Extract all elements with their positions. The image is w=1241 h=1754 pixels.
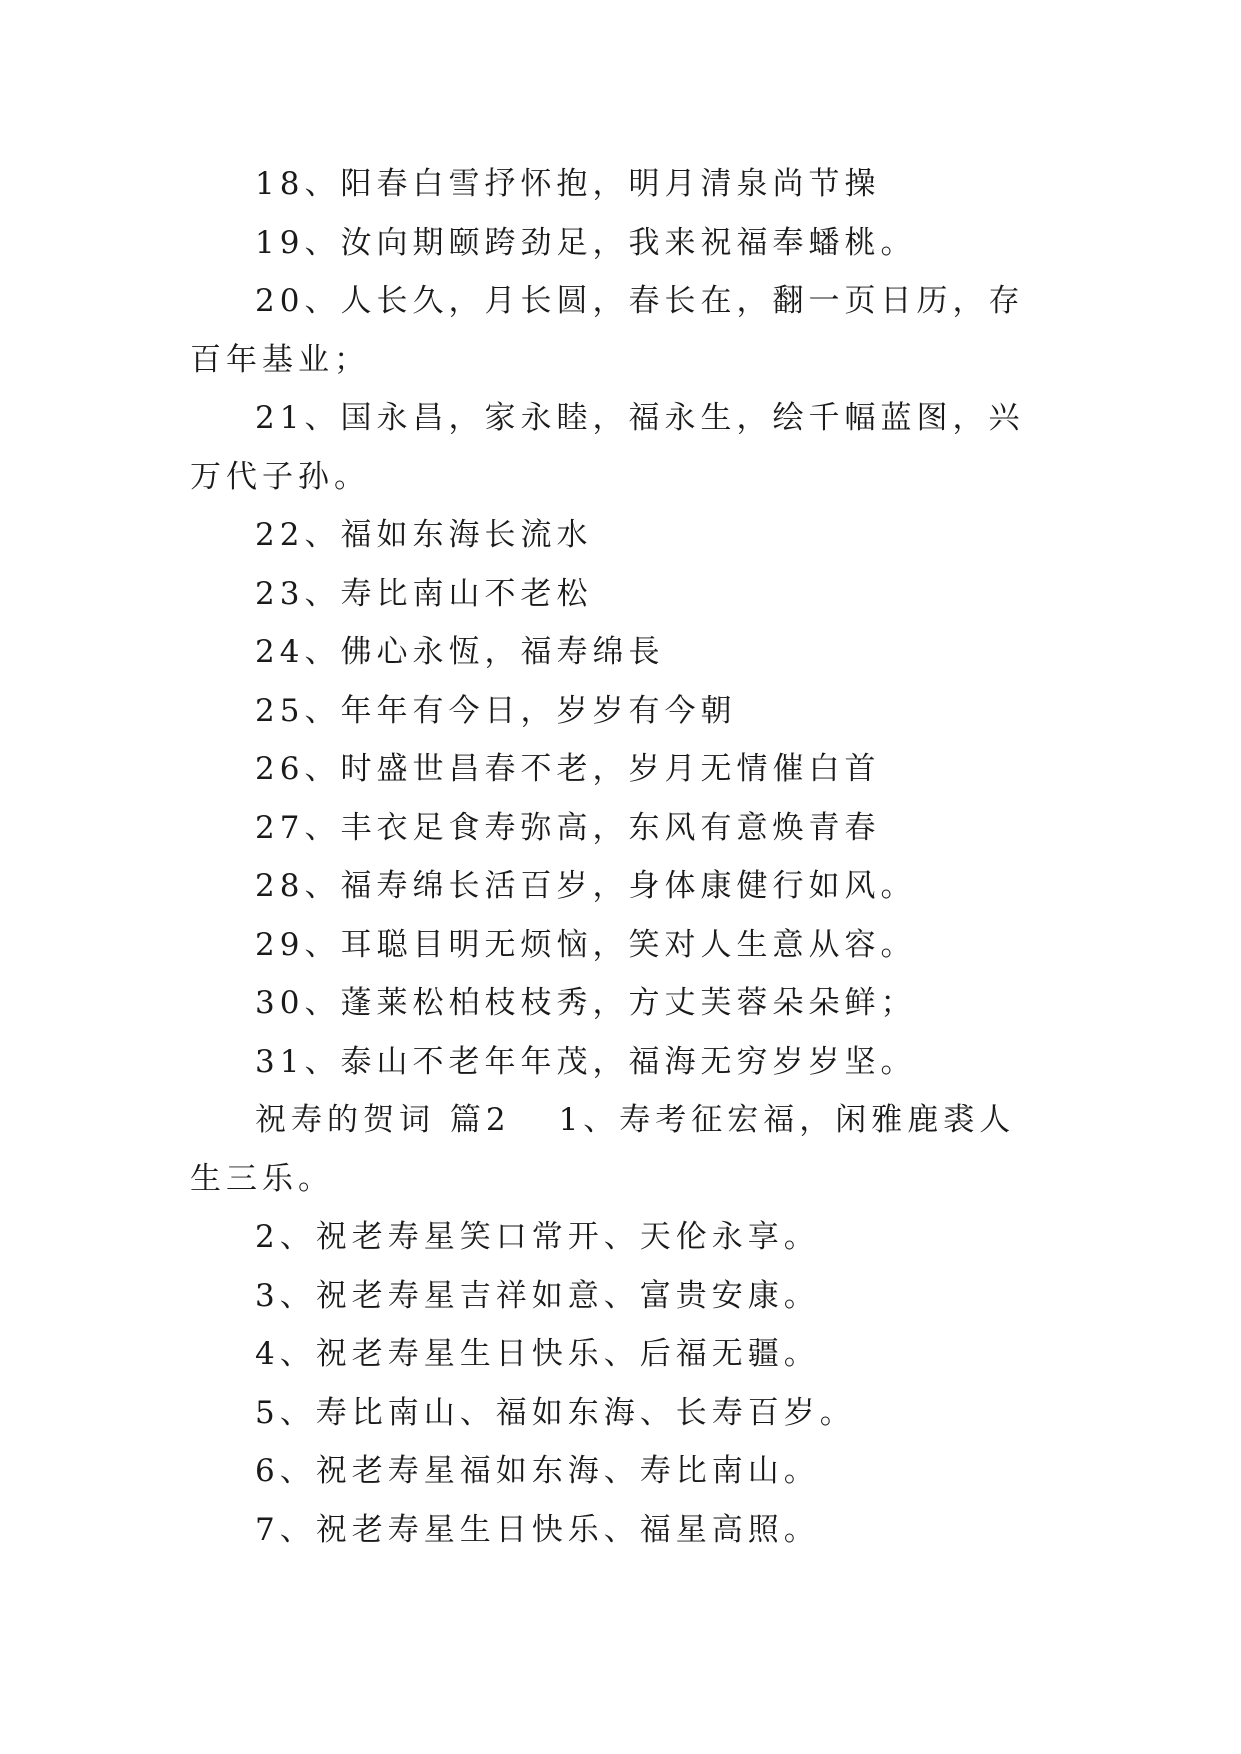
section-heading: 祝寿的贺词 篇2: [255, 1102, 511, 1138]
paragraph: 19、汝向期颐跨劲足，我来祝福奉蟠桃。: [255, 224, 917, 261]
paragraph: 24、佛心永恆，福寿绵長: [255, 634, 665, 670]
section-first-item: 1、寿考征宏福，闲雅鹿裘人生三乐。: [190, 1102, 1016, 1197]
paragraph: 20、人长久，月长圆，春长在，翻一页日历，存百年基业；: [190, 283, 1025, 378]
list-item: 6、祝老寿星福如东海、寿比南山。: [255, 1453, 820, 1489]
list-item: 5、寿比南山、福如东海、长寿百岁。: [255, 1394, 856, 1431]
paragraph: 26、时盛世昌春不老，岁月无情催白首: [255, 751, 881, 787]
paragraph: 29、耳聪目明无烦恼，笑对人生意从容。: [255, 926, 917, 963]
list-item: 3、祝老寿星吉祥如意、富贵安康。: [255, 1277, 820, 1314]
list-item: 4、祝老寿星生日快乐、后福无疆。: [255, 1336, 820, 1372]
paragraph: 25、年年有今日，岁岁有今朝: [255, 692, 737, 729]
section-paragraph: [190, 1091, 1050, 1208]
list-item: 2、祝老寿星笑口常开、天伦永享。: [255, 1219, 820, 1255]
paragraph: 18、阳春白雪抒怀抱，明月清泉尚节操: [255, 166, 881, 202]
paragraph: 31、泰山不老年年茂，福海无穷岁岁坚。: [255, 1043, 917, 1080]
paragraph: 23、寿比南山不老松: [255, 575, 593, 612]
list-item: 7、祝老寿星生日快乐、福星高照。: [255, 1511, 820, 1548]
paragraph: 28、福寿绵长活百岁，身体康健行如风。: [255, 868, 917, 904]
document-body: [190, 155, 1050, 1559]
paragraph: 27、丰衣足食寿弥高，东风有意焕青春: [255, 809, 881, 846]
paragraph: 22、福如东海长流水: [255, 517, 593, 553]
paragraph: 21、国永昌，家永睦，福永生，绘千幅蓝图，兴万代子孙。: [190, 400, 1025, 495]
paragraph: 30、蓬莱松柏枝枝秀，方丈芙蓉朵朵鲜；: [255, 985, 917, 1021]
